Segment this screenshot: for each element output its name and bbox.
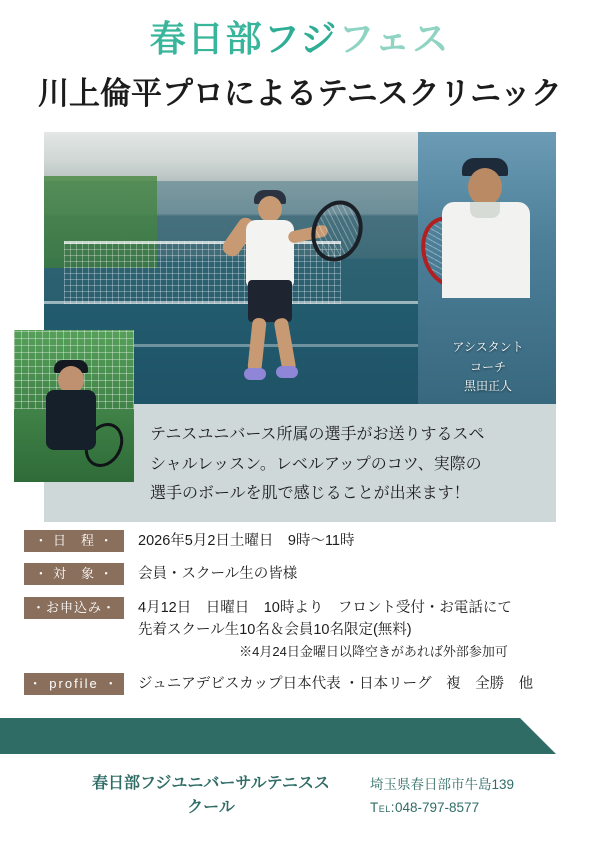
caption-line-3: 黒田正人 [463,378,512,393]
info-row-profile [24,673,580,695]
poster-title [0,18,600,59]
profile-line-1: ジュニアデビスカップ日本代表 ・日本リーグ 複 全勝 他 [138,676,534,693]
player-shorts [248,280,292,322]
info-value-profile [138,673,533,695]
description-text [150,420,546,509]
player-leg-left [248,317,268,372]
player-leg-right [274,317,297,373]
player-shoe-left [244,368,266,380]
application-line-1: 4月12日 日曜日 10時より フロント受付・お電話にて [138,599,512,616]
caption-line-1: アシスタント [452,340,524,355]
player-head [258,196,282,222]
player-shoe-right [276,366,298,378]
title-segment-fuji: フジ [263,18,339,59]
application-line-2: 先着スクール生10名＆会員10名限定(無料) [138,622,412,639]
caption-line-2: コーチ [469,359,506,374]
junior-player-photo [14,330,134,482]
schedule-line-1: 2026年5月2日土曜日 9時〜11時 [138,533,355,549]
school-name: 春日部フジユニバーサルテニススクール [92,775,330,816]
info-tag-schedule: ・ 日 程 ・ [24,530,124,552]
tel-number: 048-797-8577 [395,799,480,815]
telephone[interactable] [370,797,514,820]
pro-player-figure [228,176,320,386]
tel-label: Tel: [369,799,395,815]
description-line-2: シャルレッスン。レベルアップのコツ、実際の [150,455,482,473]
coach-collar [470,202,500,218]
player-shirt [246,220,294,286]
audience-line-1: 会員・スクール生の皆様 [138,566,298,583]
title-line [0,18,600,59]
info-table [24,530,580,706]
title-segment-kasukabe: 春日部 [149,18,264,59]
info-tag-application: ・お申込み・ [24,597,124,619]
info-row-application [24,597,580,662]
info-tag-profile: ・ profile ・ [24,673,124,695]
assistant-coach-photo [418,132,556,404]
poster-subtitle: 川上倫平プロによるテニスクリニック [38,76,562,111]
description-line-3: 選手のボールを肌で感じることが出来ます！ [150,485,470,503]
description-line-1: テニスユニバース所属の選手がお送りするスペ [150,426,485,443]
info-tag-audience: ・ 対 象 ・ [24,563,124,585]
junior-body [46,390,96,450]
address-text: 埼玉県春日部市牛島139 [369,777,515,792]
info-value-schedule [138,530,355,552]
assistant-coach-caption [424,338,552,396]
application-note: ※4月24日金曜日以降空きがあれば外部参加可 [239,643,508,659]
coach-head [468,168,502,206]
title-segment-fes: フェス [338,18,451,59]
info-value-application [138,597,512,662]
footer-ribbon [0,718,600,754]
contact-info [370,772,514,820]
info-value-audience [138,563,297,585]
info-row-schedule [24,530,580,552]
info-row-audience [24,563,580,585]
footer [0,772,600,820]
